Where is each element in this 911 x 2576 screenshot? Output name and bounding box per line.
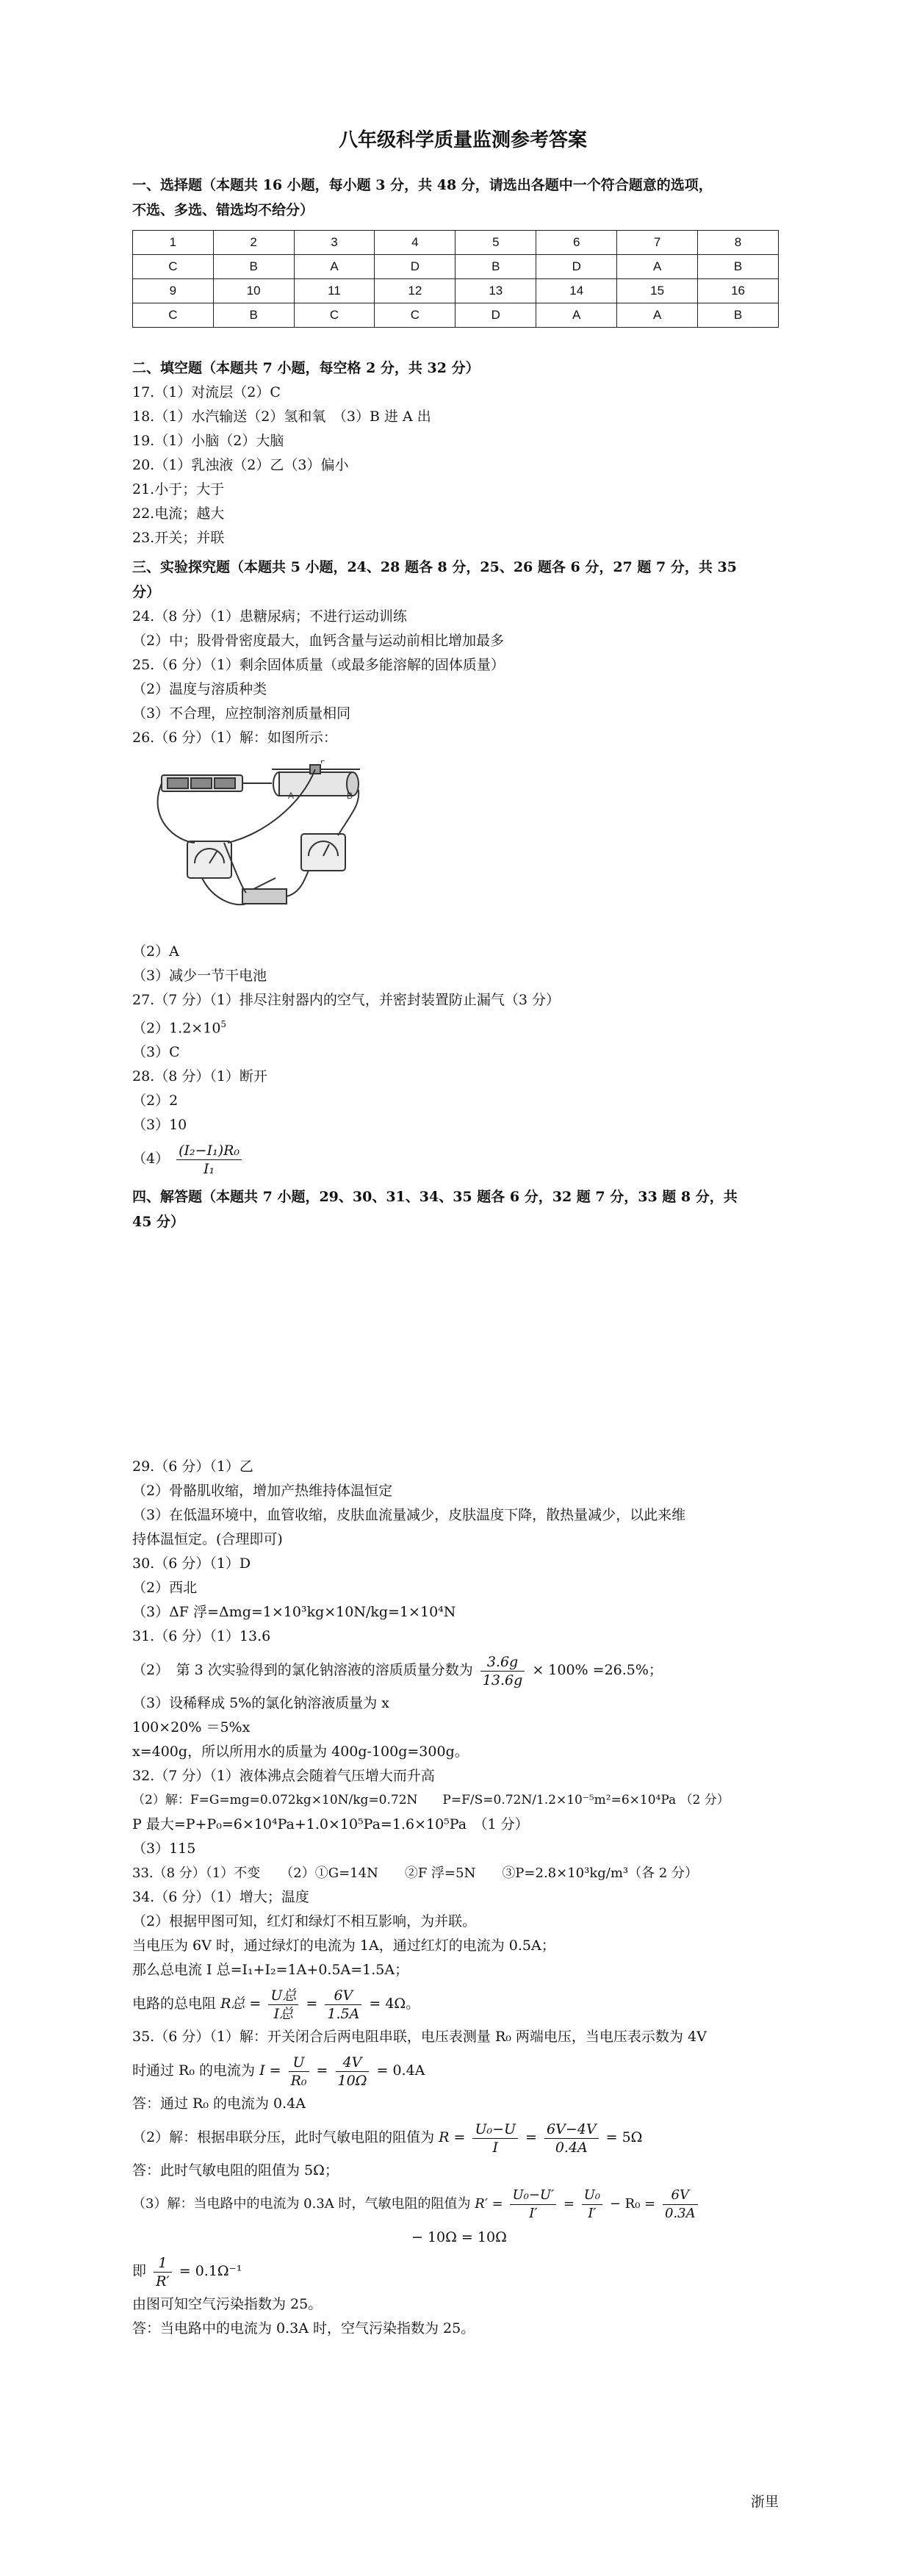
answer-table-cell: 10 <box>213 279 294 303</box>
answer-line: （3）减少一节干电池 <box>132 968 267 984</box>
answer-line: 19.（1）小脑（2）大脑 <box>132 433 284 449</box>
answer-line: 那么总电流 I 总=I₁+I₂=1A+0.5A=1.5A； <box>132 1962 409 1979</box>
answer-line: （3）设稀释成 5%的氯化钠溶液质量为 x <box>132 1695 390 1712</box>
answer-formula: 即 $\frac{1}{R'}$ = 0.1Ω⁻¹ <box>132 2254 242 2289</box>
answer-line: （2）2 <box>132 1093 179 1109</box>
answer-line: （3）ΔF 浮=Δmg=1×10³kg×10N/kg=1×10⁴N <box>132 1604 456 1621</box>
answer-formula: （2） 第 3 次实验得到的氯化钠溶液的溶质质量分数为 $\frac{3.6g}{13.6g}$ × 100% =26.5%； <box>132 1653 663 1688</box>
answer-table-cell: A <box>536 303 617 328</box>
answer-line: （2）A <box>132 943 179 960</box>
answer-line: 21.小于；大于 <box>132 481 225 497</box>
answer-line: （3）10 <box>132 1117 187 1134</box>
circuit-diagram-figure <box>154 760 397 922</box>
answer-formula: （4） $\frac{\text{(I₂−I₁)R₀}}{\text{I₁}}$ <box>132 1137 793 1180</box>
answer-line: （3）在低温环境中，血管收缩，皮肤血流量减少，皮肤温度下降，散热量减少，以此来维 <box>132 1507 686 1524</box>
answer-table-cell: 9 <box>133 279 214 303</box>
answer-line: 28.（8 分）（1）断开 <box>132 1068 267 1085</box>
answer-line: （3）C <box>132 1044 180 1061</box>
answer-table-cell: 15 <box>617 279 698 303</box>
answer-line: P 最大=P+P₀=6×10⁴Pa+1.0×10⁵Pa=1.6×10⁵Pa （1 分） <box>132 1816 529 1833</box>
answer-table-cell: 7 <box>617 231 698 255</box>
answer-line: 100×20% ＝5%x <box>132 1719 251 1736</box>
answer-table-cell: B <box>455 255 536 279</box>
answer-table-cell: 1 <box>133 231 214 255</box>
answer-formula: （3）解：当电路中的电流为 0.3A 时，气敏电阻的阻值为 R′ = $\frac{\text{U₀−U′}}{I'}$ = $\frac{\text{U₀}}{I'}$ − R₀ = $\frac{6V}{0.3A}$ <box>132 2183 793 2226</box>
section-2-heading: 二、填空题（本题共 7 小题，每空格 2 分，共 32 分） <box>132 360 480 376</box>
answer-line: 17.（1）对流层（2）C <box>132 384 281 400</box>
section-3-heading: 三、实验探究题（本题共 5 小题，24、28 题各 8 分，25、26 题各 6 分，27 题 7 分，共 35 分） <box>132 559 737 600</box>
figure-label-b: B <box>347 791 353 801</box>
answer-table-cell: B <box>213 255 294 279</box>
section-4-heading: 四、解答题（本题共 7 小题，29、30、31、34、35 题各 6 分，32 题 7 分，33 题 8 分，共 45 分） <box>132 1189 738 1231</box>
section-1-heading: 一、选择题（本题共 16 小题，每小题 3 分，共 48 分，请选出各题中一个符合题意的选项， 不选、多选、错选均不给分） <box>132 177 713 218</box>
answer-table-cell: A <box>294 255 375 279</box>
answer-table-cell: C <box>294 303 375 328</box>
answer-table-cell: D <box>455 303 536 328</box>
answer-table-cell: 12 <box>375 279 455 303</box>
answer-line: 由图可知空气污染指数为 25。 <box>132 2296 323 2313</box>
answer-line: 35.（6 分）（1）解：开关闭合后两电阻串联，电压表测量 R₀ 两端电压，当电压表示数为 4V <box>132 2029 707 2046</box>
answer-table-cell: 2 <box>213 231 294 255</box>
answer-table <box>132 230 779 328</box>
answer-table-cell: D <box>375 255 455 279</box>
answer-line: 18.（1）水汽输送（2）氢和氧 （3）B 进 A 出 <box>132 409 431 425</box>
answer-table-cell: C <box>375 303 455 328</box>
answer-table-cell: 4 <box>375 231 455 255</box>
section-2-lines <box>132 381 793 550</box>
answer-line: 24.（8 分）（1）患糖尿病；不进行运动训练 <box>132 608 407 625</box>
answer-table-cell: C <box>133 255 214 279</box>
answer-line: 答：当电路中的电流为 0.3A 时，空气污染指数为 25。 <box>132 2320 475 2337</box>
blank-space <box>132 1234 793 1455</box>
answer-formula: 时通过 R₀ 的电流为 I = $\frac{U}{\text{R₀}}$ = $\frac{4V}{10\Omega}$ = 0.4A <box>132 2054 425 2089</box>
answer-line: $(2)1.2\times 10^5$ <box>132 1019 227 1037</box>
answer-table-cell: B <box>213 303 294 328</box>
answer-table-cell: 5 <box>455 231 536 255</box>
answer-table-cell: 14 <box>536 279 617 303</box>
answer-line: x=400g，所以所用水的质量为 400g-100g=300g。 <box>132 1744 469 1760</box>
answer-table-cell: 16 <box>698 279 779 303</box>
answer-line: 34.（6 分）（1）增大；温度 <box>132 1889 309 1906</box>
answer-table-cell: 3 <box>294 231 375 255</box>
answer-table-cell: C <box>133 303 214 328</box>
answer-line: 26.（6 分）（1）解：如图所示： <box>132 730 337 746</box>
answer-table-cell: 6 <box>536 231 617 255</box>
answer-table-row <box>133 231 779 255</box>
answer-line: （2）温度与溶质种类 <box>132 681 267 697</box>
answer-sheet <box>132 110 793 2341</box>
answer-table-cell: A <box>617 255 698 279</box>
answer-line: − 10Ω = 10Ω <box>411 2229 507 2246</box>
page-title: 八年级科学质量监测参考答案 <box>338 129 587 151</box>
answer-line: 20.（1）乳浊液（2）乙（3）偏小 <box>132 457 349 473</box>
answer-line: （3）不合理，应控制溶剂质量相同 <box>132 705 351 722</box>
answer-line: 答：通过 R₀ 的电流为 0.4A <box>132 2095 306 2112</box>
answer-line: （2）西北 <box>132 1580 198 1597</box>
answer-line: 持体温恒定。(合理即可) <box>132 1531 283 1548</box>
answer-table-cell: 13 <box>455 279 536 303</box>
answer-line: （2）中；股骨骨密度最大，血钙含量与运动前相比增加最多 <box>132 633 505 649</box>
answer-line: （2）骨骼肌收缩，增加产热维持体温恒定 <box>132 1483 393 1500</box>
answer-line: 当电压为 6V 时，通过绿灯的电流为 1A，通过红灯的电流为 0.5A； <box>132 1938 555 1954</box>
answer-line: 30.（6 分）（1）D <box>132 1555 251 1572</box>
figure-label-p: P <box>320 760 327 766</box>
answer-table-cell: D <box>536 255 617 279</box>
answer-table-row <box>133 279 779 303</box>
answer-line: 32.（7 分）（1）液体沸点会随着气压增大而升高 <box>132 1768 435 1785</box>
answer-line: 31.（6 分）（1）13.6 <box>132 1628 271 1645</box>
answer-table-cell: B <box>698 255 779 279</box>
answer-line: 25.（6 分）（1）剩余固体质量（或最多能溶解的固体质量） <box>132 657 505 673</box>
answer-line: 27.（7 分）（1）排尽注射器内的空气，并密封装置防止漏气（3 分） <box>132 992 561 1008</box>
answer-line: 23.开关；并联 <box>132 530 225 546</box>
answer-table-cell: 8 <box>698 231 779 255</box>
answer-table-row <box>133 255 779 279</box>
answer-line: （3）115 <box>132 1841 196 1857</box>
answer-table-cell: A <box>617 303 698 328</box>
figure-label-a: A <box>288 791 295 801</box>
answer-table-row <box>133 303 779 328</box>
answer-table-cell: B <box>698 303 779 328</box>
footer-brand: 浙里 <box>750 2494 779 2510</box>
answer-table-cell: 11 <box>294 279 375 303</box>
answer-line: 答：此时气敏电阻的阻值为 5Ω； <box>132 2162 339 2179</box>
answer-line: （2）根据甲图可知，红灯和绿灯不相互影响，为并联。 <box>132 1913 477 1930</box>
answer-formula: 电路的总电阻 R总 = $\frac{\text{U总}}{\text{I总}}$ = $\frac{6V}{1.5A}$ = 4Ω。 <box>132 1987 420 2022</box>
answer-line: 29.（6 分）（1）乙 <box>132 1458 253 1475</box>
answer-line: 33.（8 分）（1）不变 （2）①G=14N ②F 浮=5N ③P=2.8×10³kg/m³（各 2 分） <box>132 1866 699 1882</box>
answer-line: （2）解：F=G=mg=0.072kg×10N/kg=0.72N P=F/S=0.72N/1.2×10⁻⁵m²=6×10⁴Pa （2 分） <box>132 1793 730 1808</box>
answer-formula: （2）解：根据串联分压，此时气敏电阻的阻值为 R = $\frac{\text{U₀−U}}{I}$ = $\frac{6V-4V}{0.4A}$ = 5Ω <box>132 2120 643 2156</box>
answer-line: 22.电流；越大 <box>132 506 225 522</box>
